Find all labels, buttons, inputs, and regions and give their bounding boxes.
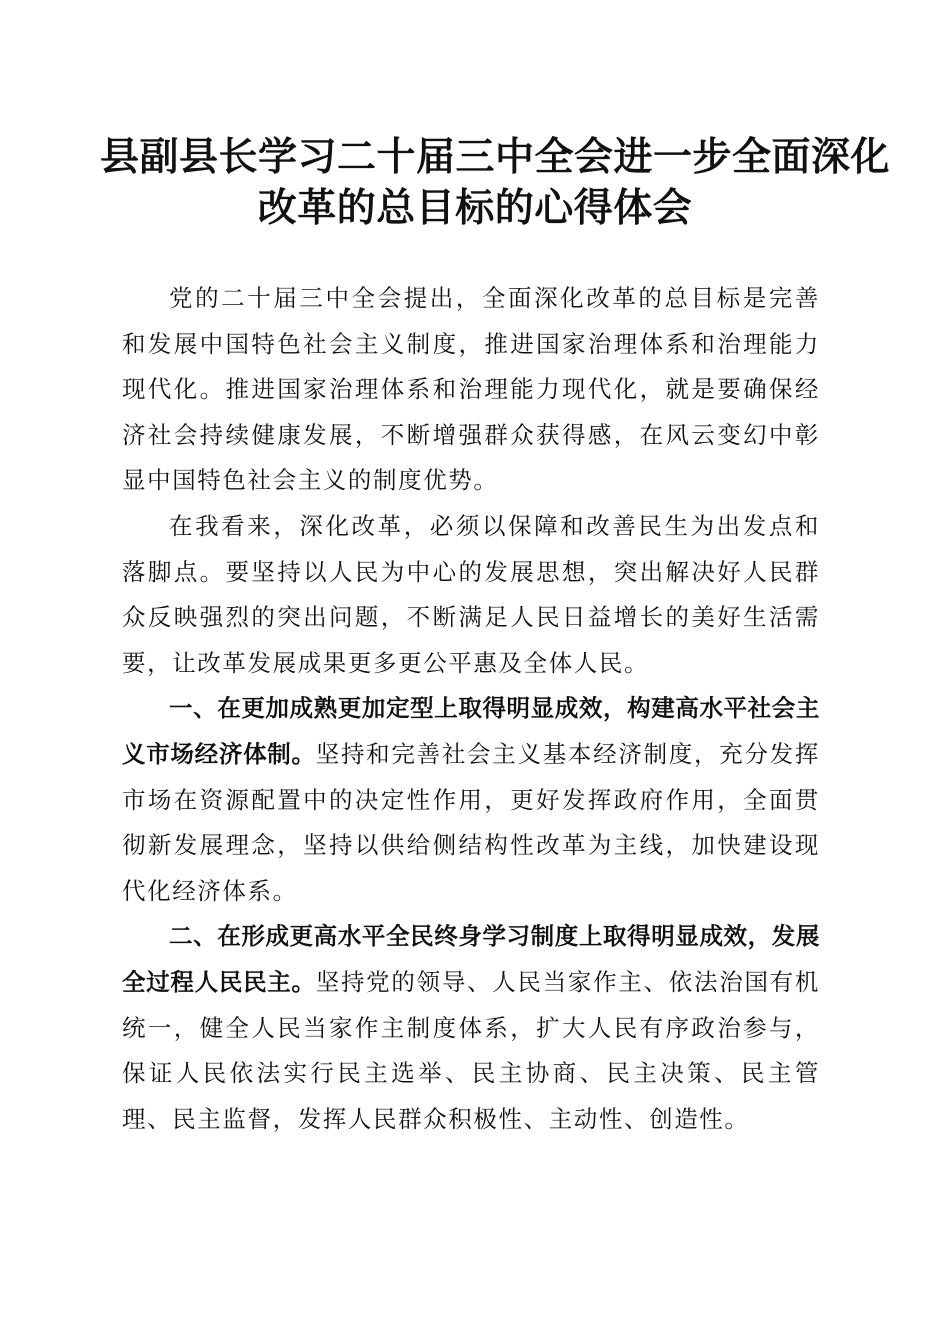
paragraph-2 — [122, 504, 820, 686]
paragraph-4-text: 坚持党的领导、人民当家作主、依法治国有机统一，健全人民当家作主制度体系，扩大人民有序政治参与，保证人民依法实行民主选举、民主协商、民主决策、民主管理、民主监督，发挥人民群众积极性、主动性、创造性。 — [122, 967, 820, 1133]
paragraph-2-text: 在我看来，深化改革，必须以保障和改善民生为出发点和落脚点。要坚持以人民为中心的发展思想，突出解决好人民群众反映强烈的突出问题，不断满足人民日益增长的美好生活需要，让改革发展成果更多更公平惠及全体人民。 — [122, 511, 820, 677]
section-heading-2: 二、在形成更高水平全民终身学习制度上取得明显成效，发展全过程人民民主。 — [122, 922, 820, 996]
title-line-1: 县副县长学习二十届三中全会进一步全面深化 — [100, 135, 891, 180]
paragraph-4 — [122, 914, 820, 1142]
paragraph-1 — [122, 276, 820, 504]
paragraph-1-text: 党的二十届三中全会提出，全面深化改革的总目标是完善和发展中国特色社会主义制度，推进国家治理体系和治理能力现代化。推进国家治理体系和治理能力现代化，就是要确保经济社会持续健康发展，不断增强群众获得感，在风云变幻中彰显中国特色社会主义的制度优势。 — [122, 284, 820, 495]
document-title — [100, 132, 891, 234]
title-line-2: 改革的总目标的心得体会 — [257, 186, 693, 231]
section-heading-1: 一、在更加成熟更加定型上取得明显成效，构建高水平社会主义市场经济体制。 — [122, 694, 820, 768]
paragraph-3-text: 坚持和完善社会主义基本经济制度，充分发挥市场在资源配置中的决定性作用，更好发挥政府作用，全面贯彻新发展理念，坚持以供给侧结构性改革为主线，加快建设现代化经济体系。 — [122, 739, 820, 905]
paragraph-3 — [122, 686, 820, 914]
document-body — [122, 276, 820, 1142]
